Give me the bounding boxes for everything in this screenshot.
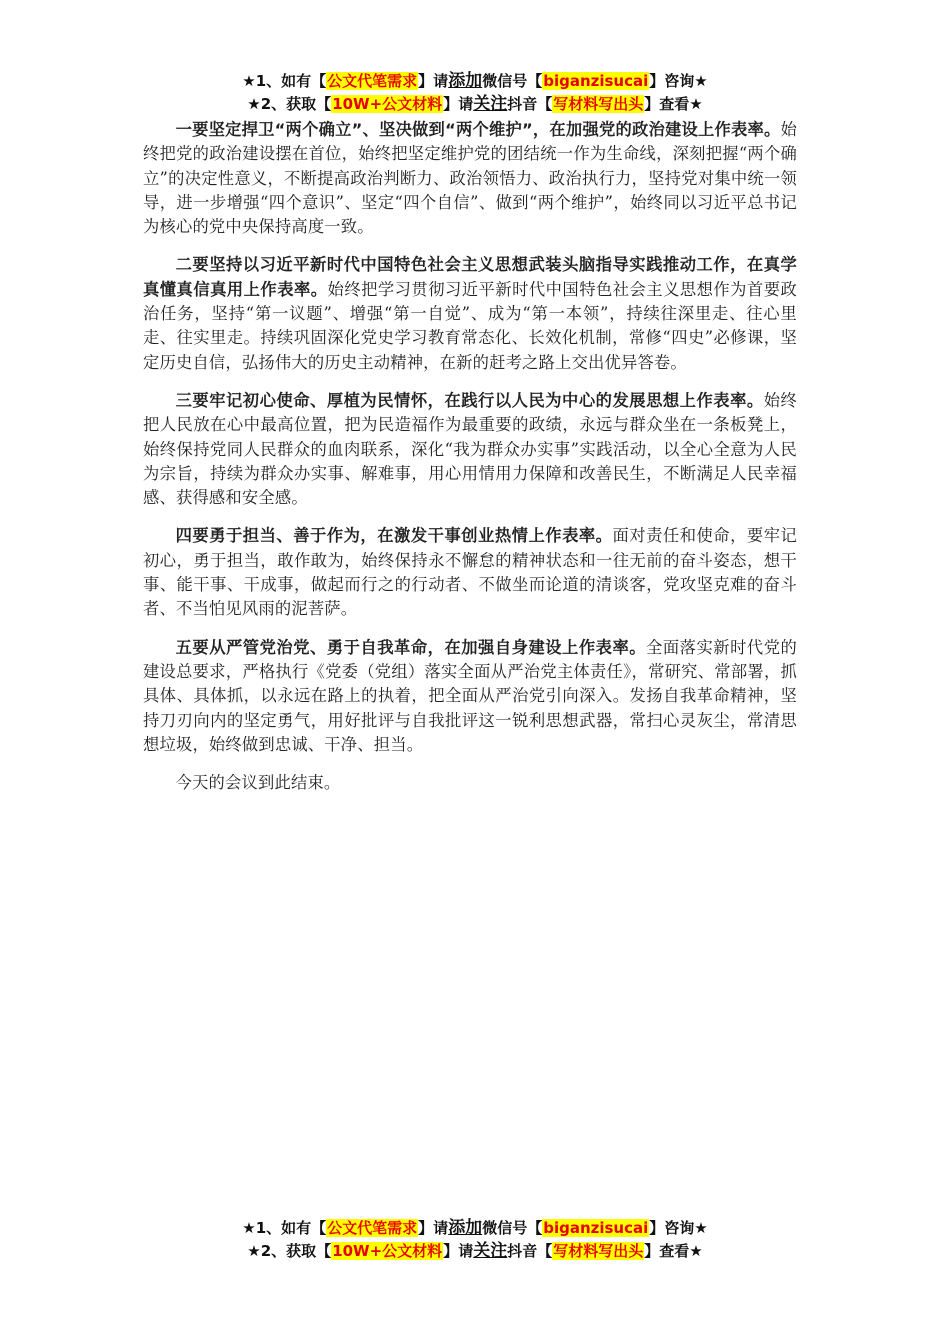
paragraph-text: 始终把党的政治建设摆在首位，始终把坚定维护党的团结统一作为生命线，深刻把握“两个确立”的决定性意义，不断提高政治判断力、政治领悟力、政治执行力，坚持党对集中统一领导，进一步增强“四个意识”、坚定“四个自信”、做到“两个维护”，始终同以习近平总书记为核心的党中央保持高度一致。	[143, 120, 797, 237]
promo-text: 】请	[443, 1242, 474, 1260]
promo-text: 】咨询★	[649, 1219, 708, 1237]
paragraph-4	[143, 524, 797, 621]
promo-banner-bottom	[0, 1217, 950, 1263]
promo-emphasis: 添加	[448, 1218, 483, 1238]
promo-highlight-wechat-id: biganzisucai	[543, 1219, 649, 1237]
promo-text: ★1、如有【	[242, 72, 327, 90]
promo-text: 】咨询★	[649, 72, 708, 90]
promo-banner-top	[0, 70, 950, 116]
paragraph-5	[143, 636, 797, 757]
promo-emphasis: 关注	[473, 1241, 508, 1261]
paragraph-text: 始终把人民放在心中最高位置，把为民造福作为最重要的政绩，永远与群众坐在一条板凳上，始终保持党同人民群众的血肉联系，深化“我为群众办实事”实践活动，以全心全意为人民为宗旨，持续为群众办实事、解难事，用心用情用力保障和改善民生，不断满足人民幸福感、获得感和安全感。	[143, 390, 797, 508]
promo-highlight-service: 公文代笔需求	[327, 72, 418, 90]
promo-text: 】请	[443, 95, 474, 113]
promo-emphasis: 添加	[448, 71, 483, 91]
paragraph-2	[143, 253, 797, 374]
document-body	[143, 118, 797, 809]
paragraph-heading: 四要勇于担当、善于作为，在激发干事创业热情上作表率。	[175, 526, 613, 546]
promo-text: ★1、如有【	[242, 1219, 327, 1237]
closing-paragraph	[143, 771, 797, 795]
paragraph-text: 面对责任和使命，要牢记初心，勇于担当，敢作敢为，始终保持永不懈怠的精神状态和一往无前的奋斗姿态，想干事、能干事、干成事，做起而行之的行动者、不做坐而论道的清谈客，党攻坚克难的奋斗者、不当怕见风雨的泥菩萨。	[143, 526, 798, 619]
promo-highlight-materials: 10W+公文材料	[332, 1242, 443, 1260]
promo-text: 】查看★	[644, 1242, 703, 1260]
paragraph-1	[143, 118, 797, 239]
promo-line-1	[0, 70, 950, 93]
paragraph-heading: 一要坚定捍卫“两个确立”、坚决做到“两个维护”，在加强党的政治建设上作表率。	[175, 120, 781, 139]
promo-text: 抖音【	[507, 95, 553, 113]
promo-text: ★2、获取【	[247, 1242, 332, 1260]
promo-highlight-wechat-id: biganzisucai	[543, 72, 649, 90]
promo-highlight-service: 公文代笔需求	[327, 1219, 418, 1237]
paragraph-text: 全面落实新时代党的建设总要求，严格执行《党委（党组）落实全面从严治党主体责任》，常研究、常部署，抓具体、具体抓，以永远在路上的执着，把全面从严治党引向深入。发扬自我革命精神，坚持刀刃向内的坚定勇气，用好批评与自我批评这一锐利思想武器，常扫心灵灰尘，常清思想垃圾，始终做到忠诚、干净、担当。	[143, 637, 797, 754]
promo-text: 】请	[418, 1219, 449, 1237]
promo-highlight-materials: 10W+公文材料	[332, 95, 443, 113]
promo-text: 】请	[418, 72, 449, 90]
promo-highlight-douyin-id: 写材料写出头	[553, 1242, 644, 1260]
promo-line-2	[0, 93, 950, 116]
promo-line-1	[0, 1217, 950, 1240]
paragraph-heading: 二要坚持以习近平新时代中国特色社会主义思想武装头脑指导实践推动工作，在真学真懂真信真用上作表率。	[143, 255, 797, 299]
paragraph-text: 今天的会议到此结束。	[175, 773, 341, 793]
promo-line-2	[0, 1240, 950, 1263]
promo-text: ★2、获取【	[247, 95, 332, 113]
promo-text: 微信号【	[482, 72, 543, 90]
promo-emphasis: 关注	[473, 94, 508, 114]
promo-text: 抖音【	[507, 1242, 553, 1260]
promo-text: 】查看★	[644, 95, 703, 113]
paragraph-3	[143, 389, 797, 510]
paragraph-heading: 五要从严管党治党、勇于自我革命，在加强自身建设上作表率。	[175, 637, 647, 657]
paragraph-text: 始终把学习贯彻习近平新时代中国特色社会主义思想作为首要政治任务，坚持“第一议题”、增强“第一自觉”、成为“第一本领”，持续往深里走、往心里走、往实里走。持续巩固深化党史学习教育常态化、长效化机制，常修“四史”必修课，坚定历史自信，弘扬伟大的历史主动精神，在新的赶考之路上交出优异答卷。	[143, 279, 797, 372]
paragraph-heading: 三要牢记初心使命、厚植为民情怀，在践行以人民为中心的发展思想上作表率。	[175, 390, 764, 410]
promo-highlight-douyin-id: 写材料写出头	[553, 95, 644, 113]
promo-text: 微信号【	[482, 1219, 543, 1237]
